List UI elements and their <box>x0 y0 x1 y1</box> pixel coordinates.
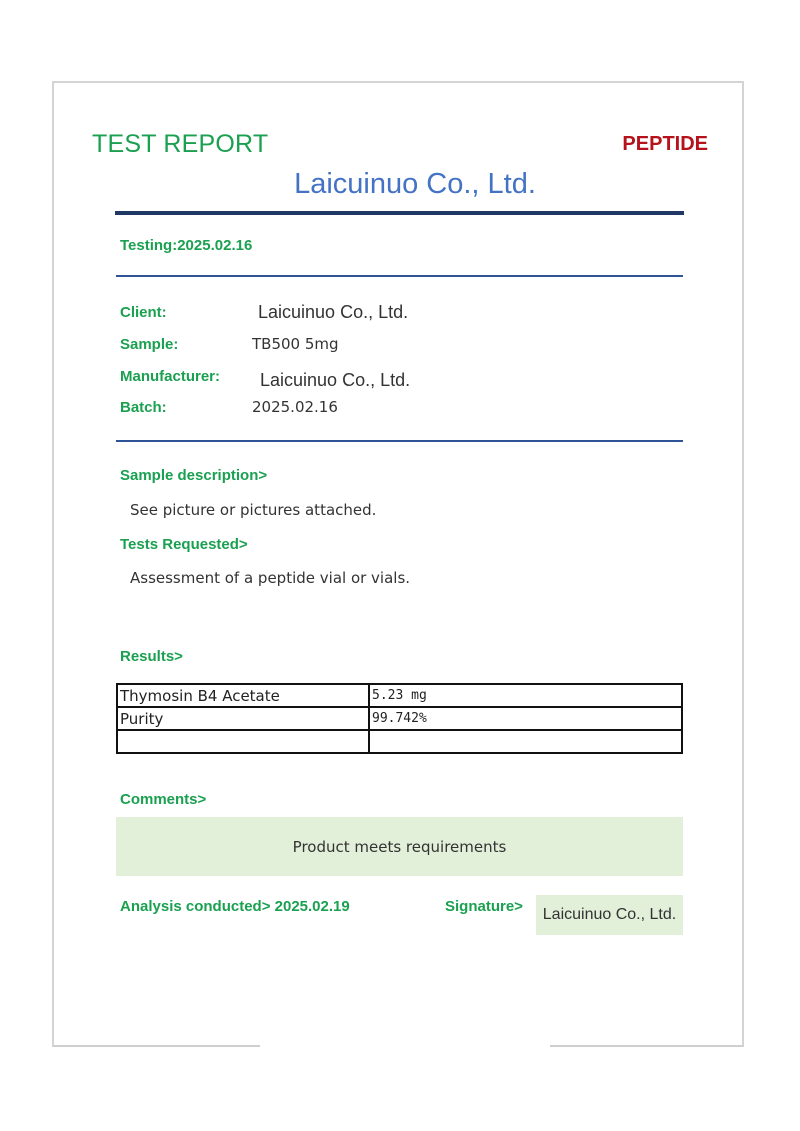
header-divider <box>115 211 684 215</box>
border-gap <box>260 1043 550 1051</box>
result-value-cell: 5.23 mg <box>369 684 682 707</box>
category-label: PEPTIDE <box>622 133 708 155</box>
sample-description-text: See picture or pictures attached. <box>130 501 377 519</box>
signature-value: Laicuinuo Co., Ltd. <box>542 906 677 923</box>
sample-value: TB500 5mg <box>252 335 339 353</box>
report-title: TEST REPORT <box>92 130 269 158</box>
results-table <box>116 683 683 754</box>
testing-date: Testing:2025.02.16 <box>120 237 253 254</box>
result-value-cell <box>369 730 682 753</box>
client-label: Client: <box>120 304 167 321</box>
tests-requested-heading: Tests Requested> <box>120 536 248 553</box>
batch-label: Batch: <box>120 399 167 416</box>
comment-text: Product meets requirements <box>292 837 507 856</box>
section-divider <box>116 275 683 277</box>
manufacturer-label: Manufacturer: <box>120 368 221 385</box>
table-row <box>117 707 682 730</box>
table-row <box>117 730 682 753</box>
section-divider <box>116 440 683 442</box>
comment-box <box>116 817 683 876</box>
results-heading: Results> <box>120 648 183 665</box>
table-row <box>117 684 682 707</box>
result-value-cell: 99.742% <box>369 707 682 730</box>
batch-value: 2025.02.16 <box>252 398 338 416</box>
manufacturer-value: Laicuinuo Co., Ltd. <box>260 370 411 390</box>
sample-label: Sample: <box>120 336 179 353</box>
result-name-cell: Purity <box>117 707 369 730</box>
analysis-conducted: Analysis conducted> 2025.02.19 <box>120 898 350 915</box>
signature-box <box>536 895 683 935</box>
tests-requested-text: Assessment of a peptide vial or vials. <box>130 569 411 587</box>
signature-label: Signature> <box>445 898 523 915</box>
company-name: Laicuinuo Co., Ltd. <box>294 168 536 200</box>
client-value: Laicuinuo Co., Ltd. <box>258 302 409 322</box>
sample-description-heading: Sample description> <box>120 467 268 484</box>
result-name-cell <box>117 730 369 753</box>
comments-heading: Comments> <box>120 791 207 808</box>
result-name-cell: Thymosin B4 Acetate <box>117 684 369 707</box>
